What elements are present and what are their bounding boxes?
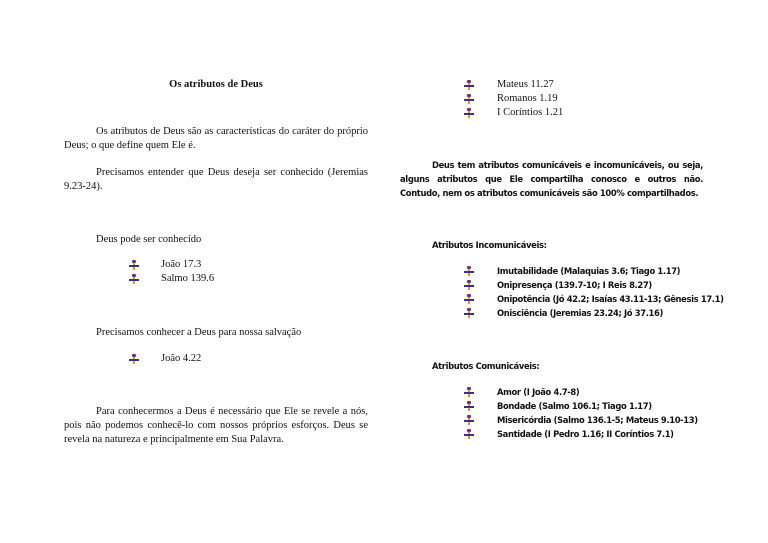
- bullet-icon: [464, 266, 475, 276]
- list-item: [129, 352, 201, 366]
- list-item-label: Santidade (I Pedro 1.16; II Coríntios 7.1): [497, 429, 674, 439]
- list-item-label: Mateus 11.27: [497, 79, 554, 90]
- list-item-label: Romanos 1.19: [497, 93, 558, 104]
- bullet-icon: [464, 429, 475, 439]
- list-item: [464, 278, 724, 292]
- paragraph-attribute-types: Deus tem atributos comunicáveis e incomunicáveis, ou seja, alguns atributos que Ele compartilha conosco e outros não. Contudo, nem os atributos comunicáveis são 100% compartilhados.: [400, 160, 703, 198]
- list-item-label: João 4.22: [161, 353, 202, 364]
- list-item: [464, 399, 698, 413]
- section-heading-can-be-known: Deus pode ser conhecido: [96, 234, 202, 245]
- communicable-list: [464, 385, 698, 441]
- reference-list-top: [464, 78, 563, 120]
- incommunicable-heading: Atributos Incomunicáveis:: [432, 240, 547, 250]
- bullet-icon: [129, 260, 140, 270]
- bullet-icon: [464, 80, 475, 90]
- reference-list-can-be-known: [129, 258, 214, 286]
- list-item-label: João 17.3: [161, 259, 202, 270]
- paragraph-knowing-god: Precisamos entender que Deus deseja ser conhecido (Jeremias 9.23-24).: [64, 167, 368, 192]
- list-item: [464, 264, 724, 278]
- list-item: [464, 292, 724, 306]
- list-item: [464, 385, 698, 399]
- paragraph-attributes-definition: Os atributos de Deus são as características do caráter do próprio Deus; o que define quem Ele é.: [64, 126, 368, 151]
- list-item-label: Amor (I João 4.7-8): [497, 387, 580, 397]
- list-item-label: Onipotência (Jó 42.2; Isaías 43.11-13; Gênesis 17.1): [497, 294, 724, 304]
- bullet-icon: [464, 415, 475, 425]
- list-item: [464, 413, 698, 427]
- list-item: [464, 306, 724, 320]
- list-item-label: I Coríntios 1.21: [497, 107, 564, 118]
- list-item-label: Bondade (Salmo 106.1; Tiago 1.17): [497, 401, 652, 411]
- bullet-icon: [464, 280, 475, 290]
- list-item: [129, 272, 214, 286]
- bullet-icon: [464, 387, 475, 397]
- list-item-label: Salmo 139.6: [161, 273, 215, 284]
- list-item: [464, 106, 563, 120]
- list-item-label: Imutabilidade (Malaquias 3.6; Tiago 1.17): [497, 266, 681, 276]
- incommunicable-list: [464, 264, 724, 320]
- bullet-icon: [129, 354, 140, 364]
- list-item: [464, 427, 698, 441]
- bullet-icon: [464, 94, 475, 104]
- list-item: [464, 78, 563, 92]
- bullet-icon: [464, 401, 475, 411]
- list-item-label: Onipresença (139.7-10; I Reis 8.27): [497, 280, 652, 290]
- reference-list-salvation: [129, 352, 201, 366]
- bullet-icon: [464, 308, 475, 318]
- page-title: Os atributos de Deus: [169, 79, 263, 90]
- section-heading-salvation: Precisamos conhecer a Deus para nossa salvação: [96, 327, 302, 338]
- bullet-icon: [129, 274, 140, 284]
- communicable-heading: Atributos Comunicáveis:: [432, 361, 540, 371]
- bullet-icon: [464, 294, 475, 304]
- list-item: [464, 92, 563, 106]
- list-item-label: Onisciência (Jeremias 23.24; Jó 37.16): [497, 308, 663, 318]
- list-item-label: Misericórdia (Salmo 136.1-5; Mateus 9.10-13): [497, 415, 698, 425]
- list-item: [129, 258, 214, 272]
- paragraph-revelation: Para conhecermos a Deus é necessário que Ele se revele a nós, pois não podemos conhecê-lo com nossos próprios esforços. Deus se revela na natureza e principalmente em Sua Palavra.: [64, 406, 368, 445]
- bullet-icon: [464, 108, 475, 118]
